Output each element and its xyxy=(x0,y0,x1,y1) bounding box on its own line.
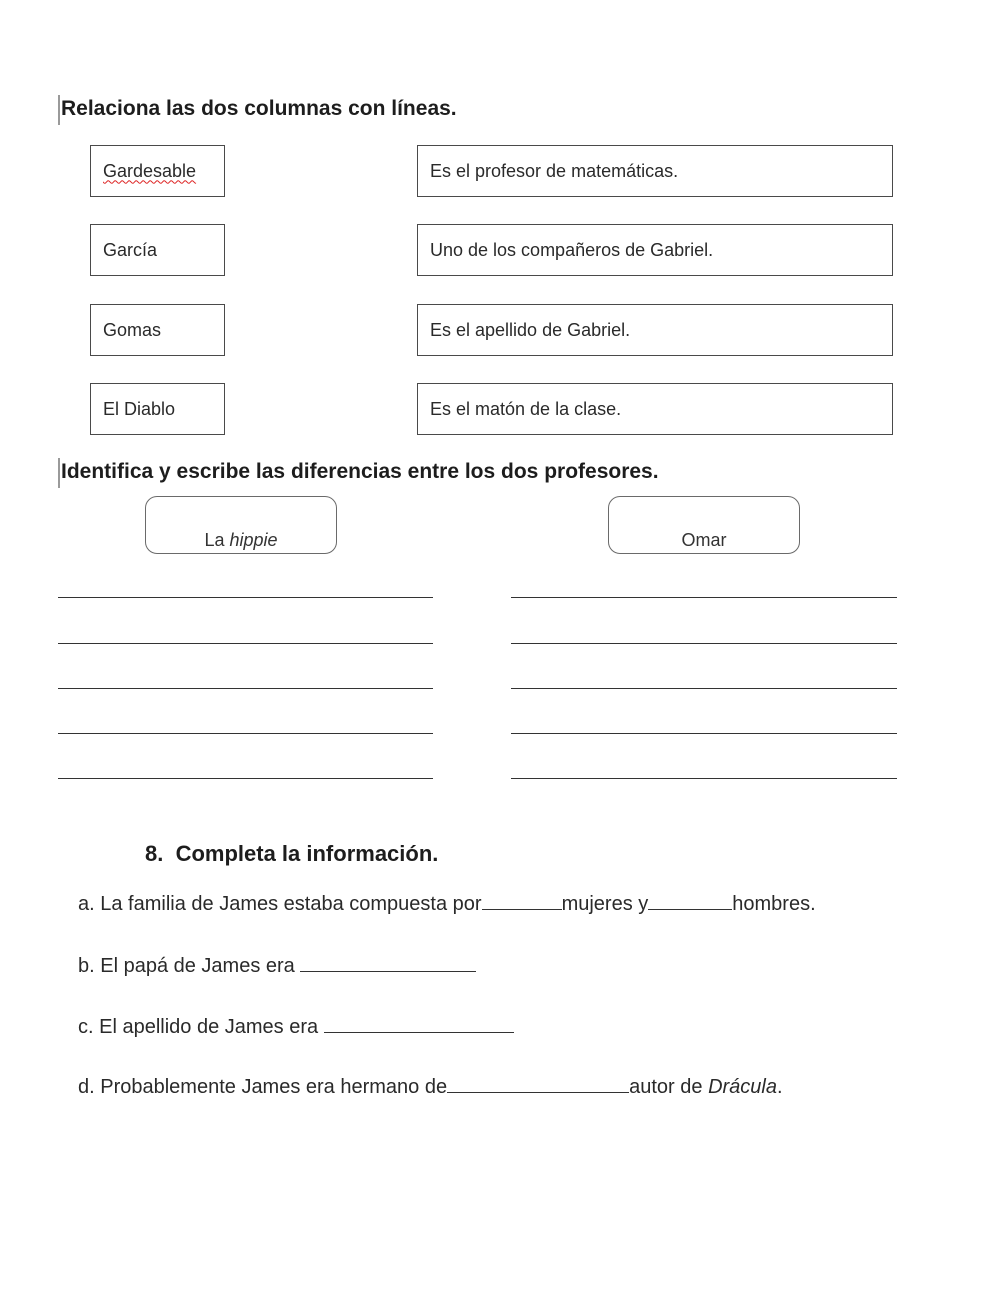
match-left-2[interactable] xyxy=(90,224,225,276)
section3-title: 8. Completa la información. xyxy=(145,841,439,866)
blank-c[interactable] xyxy=(324,1014,514,1033)
match-right-4[interactable] xyxy=(417,383,893,435)
match-left-1-label: Gardesable xyxy=(103,160,197,181)
section1-title: Relaciona las dos columnas con líneas. xyxy=(61,97,457,120)
match-left-3[interactable] xyxy=(90,304,225,356)
match-right-3-label: Es el apellido de Gabriel. xyxy=(430,319,631,340)
match-left-2-label: García xyxy=(103,239,158,260)
match-right-4-label: Es el matón de la clase. xyxy=(430,398,622,419)
question-c-text: c. El apellido de James era xyxy=(78,1016,324,1038)
teacher-label-right xyxy=(608,496,800,554)
teacher-label-right-text: Omar xyxy=(681,530,727,550)
question-d-italic: Drácula xyxy=(708,1076,777,1098)
question-a xyxy=(78,891,816,916)
match-left-3-label: Gomas xyxy=(103,319,162,340)
match-right-3[interactable] xyxy=(417,304,893,356)
answer-line-right[interactable] xyxy=(511,733,897,734)
question-d xyxy=(78,1074,783,1099)
answer-line-left[interactable] xyxy=(58,643,433,644)
blank-a2[interactable] xyxy=(648,891,732,910)
match-left-1[interactable] xyxy=(90,145,225,197)
match-left-4-label: El Diablo xyxy=(103,398,176,419)
question-a-end: hombres. xyxy=(732,893,816,915)
answer-line-left[interactable] xyxy=(58,733,433,734)
question-d-after: autor de xyxy=(629,1076,709,1098)
match-left-4[interactable] xyxy=(90,383,225,435)
answer-line-right[interactable] xyxy=(511,778,897,779)
section2-title: Identifica y escribe las diferencias entre los dos profesores. xyxy=(61,460,659,483)
answer-line-left[interactable] xyxy=(58,688,433,689)
answer-line-left[interactable] xyxy=(58,597,433,598)
question-d-text: d. Probablemente James era hermano de xyxy=(78,1076,448,1098)
match-right-2-label: Uno de los compañeros de Gabriel. xyxy=(430,239,714,260)
heading-margin-bar xyxy=(58,95,60,125)
question-a-mid: mujeres y xyxy=(561,893,649,915)
teacher-label-left-prefix: La xyxy=(204,530,230,550)
blank-b[interactable] xyxy=(300,953,476,972)
heading-margin-bar xyxy=(58,458,60,488)
question-b xyxy=(78,953,476,978)
match-right-1[interactable] xyxy=(417,145,893,197)
question-b-text: b. El papá de James era xyxy=(78,955,301,977)
answer-line-right[interactable] xyxy=(511,597,897,598)
answer-line-right[interactable] xyxy=(511,643,897,644)
question-a-text: a. La familia de James estaba compuesta por xyxy=(78,893,482,915)
answer-line-left[interactable] xyxy=(58,778,433,779)
question-d-end: . xyxy=(776,1076,783,1098)
teacher-label-left xyxy=(145,496,337,554)
answer-line-right[interactable] xyxy=(511,688,897,689)
match-right-2[interactable] xyxy=(417,224,893,276)
teacher-label-left-italic: hippie xyxy=(229,530,278,550)
blank-a1[interactable] xyxy=(482,891,562,910)
blank-d[interactable] xyxy=(447,1074,629,1093)
question-c xyxy=(78,1014,514,1039)
match-right-1-label: Es el profesor de matemáticas. xyxy=(430,160,679,181)
